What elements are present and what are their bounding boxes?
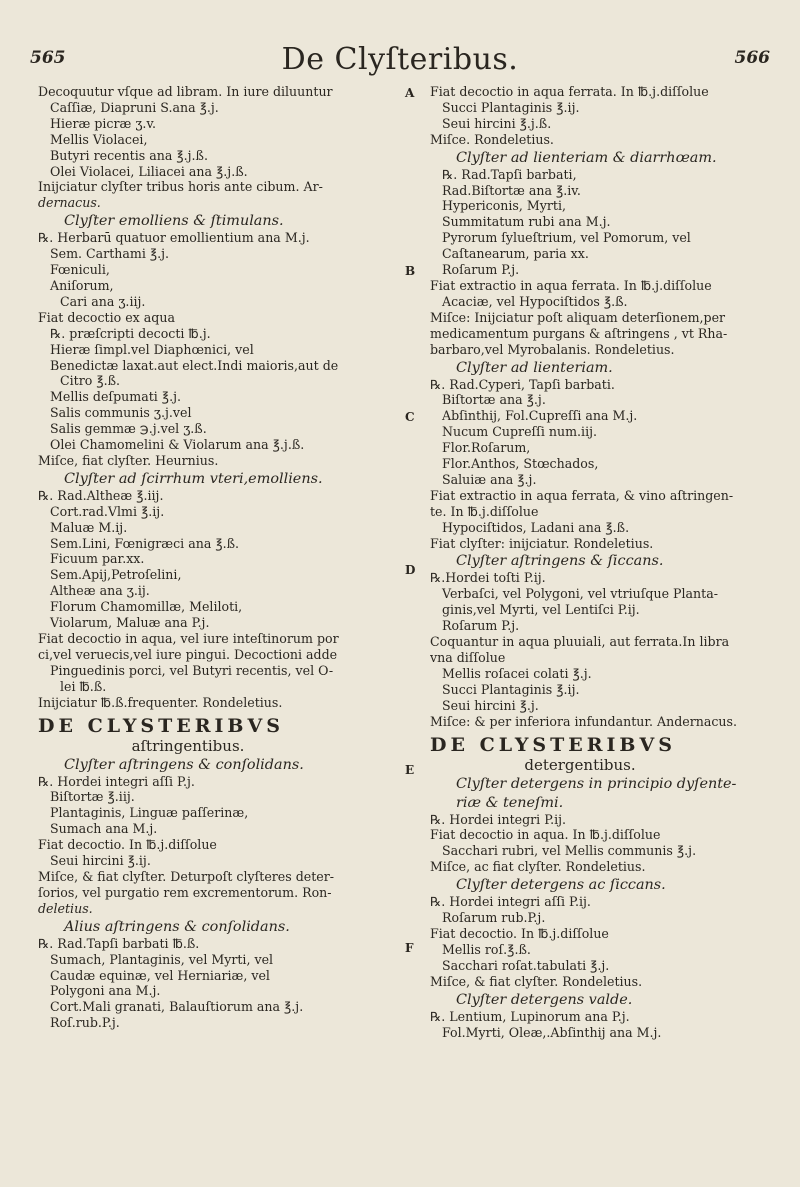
text-line: ℞. Rad.Tapſi barbati, [442,166,577,182]
text-line: Abſinthij, Fol.Cupreſſi ana M.j. [442,408,638,424]
text-line: Hypociſtidos, Ladani ana ℥.ß. [442,519,630,535]
text-line: ℞. Rad.Tapſi barbati ℔.ß. [38,935,200,951]
text-line: Seui hircini ℥.j.ß. [442,115,552,131]
text-line: Polygoni ana M.j. [50,983,161,999]
text-line: Altheæ ana ʒ.ij. [50,583,150,599]
text-line: Plantaginis, Linguæ paſſerinæ, [50,805,249,821]
text-line: Biſtortæ ana ℥.j. [442,392,546,408]
text-line: Saluiæ ana ℥.j. [442,471,537,487]
text-line: Decoquutur vſque ad libram. In iure diluuntur [38,84,333,99]
text-line: Flor.Anthos, Stœchados, [442,456,599,472]
text-line: Sacchari roſat.tabulati ℥.j. [442,957,610,973]
text-line: Citro ℥.ß. [60,373,121,389]
text-line: Sacchari rubri, vel Mellis communis ℥.j. [442,843,697,859]
text-line: Florum Chamomillæ, Meliloti, [50,599,243,615]
text-line: Fiat extractio in aqua ferrata. In ℔.j.diſſolue [430,277,712,293]
recipe-heading: riæ & teneſmi. [456,794,564,811]
text-line: Mellis roſacei colati ℥.j. [442,665,592,681]
recipe-heading: Clyſter ad lienteriam. [456,359,613,376]
right-text-column [430,84,775,1040]
text-line: barbaro,vel Myrobalanis. Rondeletius. [430,341,675,357]
text-line: Fœniculi, [50,262,110,278]
recipe-heading: Clyſter detergens ac ſiccans. [456,877,666,894]
margin-letter-d: D [405,563,416,577]
text-line: Aniſorum, [50,277,114,293]
text-line: Nucum Cupreſſi num.iij. [442,424,598,440]
text-line: ℞. præſcripti decocti ℔.j. [50,325,211,341]
recipe-heading: Alius aſtringens & conſolidans. [64,918,290,935]
text-line: Hieræ picræ ʒ.v. [50,115,157,131]
text-line: Miſce, ac fiat clyſter. Rondeletius. [430,859,646,875]
text-line: ginis,vel Myrti, vel Lentiſci P.ij. [442,602,640,618]
text-line: Sem.Apij,Petroſelini, [50,567,182,583]
text-line: Miſce. Rondeletius. [430,131,554,147]
text-line: Cort.Mali granati, Balauſtiorum ana ℥.j. [50,999,304,1015]
text-line: Sem.Lini, Fœnigræci ana ℥.ß. [50,535,240,551]
text-line: Olei Violacei, Liliacei ana ℥.j.ß. [50,163,248,179]
text-line: Succi Plantaginis ℥.ij. [442,99,580,115]
text-line: Fiat extractio in aqua ferrata, & vino aſtringen- [430,487,734,503]
text-line: ℞.Hordei toſti P.ij. [430,570,546,586]
text-line: Violarum, Maluæ ana P.j. [50,615,210,631]
left-page-number: 565 [30,48,66,68]
page-header [0,0,800,82]
margin-letter-c: C [405,410,415,424]
text-line: Ficuum par.xx. [50,551,145,567]
recipe-heading: Clyſter aſtringens & conſolidans. [64,756,304,773]
text-line: Flor.Roſarum, [442,440,531,456]
recipe-heading: Clyſter detergens valde. [456,991,633,1008]
text-line: Caſſiæ, Diapruni S.ana ℥.j. [50,99,219,115]
text-line: Olei Chamomelini & Violarum ana ℥.j.ß. [50,437,305,453]
text-line: ci,vel veruecis,vel iure pingui. Decoctioni adde [38,646,338,662]
margin-letter-a: A [405,86,415,100]
text-line: Cari ana ʒ.iij. [60,293,146,309]
text-line: Pinguedinis porci, vel Butyri recentis, vel O- [50,662,334,678]
text-line: ℞. Hordei integri aſſi P.j. [38,773,195,789]
text-line: lei ℔.ß. [60,678,107,694]
text-line: medicamentum purgans & aſtringens , vt Rha- [430,325,728,341]
recipe-heading: Clyſter ad ſcirrhum vteri,emolliens. [64,470,323,487]
text-line: Cort.rad.Vlmi ℥.ij. [50,503,165,519]
text-line: Miſce, & fiat clyſter. Deturpoſt clyſteres deter- [38,868,335,884]
text-line: Fiat decoctio in aqua ferrata. In ℔.j.diſſolue [430,84,709,99]
right-page-number: 566 [734,48,770,68]
text-line: Seui hircini ℥.ij. [50,853,151,869]
text-line: Rad.Biſtortæ ana ℥.iv. [442,182,581,198]
text-line: Salis gemmæ ℈.j.vel ʒ.ß. [50,421,207,437]
text-line: ℞. Rad.Altheæ ℥.iij. [38,487,164,503]
text-line: Mellis roſ.℥.ß. [442,941,531,957]
text-line: Caudæ equinæ, vel Herniariæ, vel [50,967,270,983]
text-line: Fiat decoctio in aqua, vel iure inteſtinorum por [38,631,339,646]
text-line: Miſce, fiat clyſter. Heurnius. [38,452,219,468]
left-text-column [38,84,388,1031]
text-line: Miſce: Inijciatur poſt aliquam deterſionem,per [430,309,726,325]
recipe-heading: Clyſter aſtringens & ſiccans. [456,553,664,570]
text-line: Sumach, Plantaginis, vel Myrti, vel [50,951,274,967]
text-line: Acaciæ, vel Hypociſtidos ℥.ß. [442,293,628,309]
text-line: Mellis deſpumati ℥.j. [50,389,181,405]
text-line: ℞. Rad.Cyperi, Tapſi barbati. [430,376,615,392]
text-line: Mellis Violacei, [50,131,148,147]
text-line: Miſce: & per inferiora infundantur. Andernacus. [430,713,738,729]
text-line: Fiat clyſter: inijciatur. Rondeletius. [430,535,654,551]
section-heading: DE CLYSTERIBVS [430,733,676,756]
text-line: Fiat decoctio in aqua. In ℔.j.diſſolue [430,827,661,843]
text-line: Sumach ana M.j. [50,821,158,837]
running-title: De Clyſteribus. [281,42,519,77]
text-line: Roſarum rub.P.j. [442,910,546,926]
text-line: dernacus. [38,195,101,211]
text-line: Butyri recentis ana ℥.j.ß. [50,147,208,163]
text-line: ℞. Lentium, Lupinorum ana P.j. [430,1008,630,1024]
recipe-heading: Clyſter ad lienteriam & diarrhœam. [456,149,717,166]
text-line: Fiat decoctio ex aqua [38,309,175,325]
text-line: Fiat decoctio. In ℔.j.diſſolue [430,925,609,941]
recipe-heading: Clyſter detergens in principio dyſente- [456,775,737,792]
text-line: Sem. Carthami ℥.j. [50,246,170,262]
text-line: Roſarum P.j. [442,262,520,278]
margin-letter-b: B [405,264,416,278]
text-line: Succi Plantaginis ℥.ij. [442,681,580,697]
section-subheading: aſtringentibus. [131,736,245,755]
text-line: Hieræ ſimpl.vel Diaphœnici, vel [50,341,254,357]
text-line: Verbaſci, vel Polygoni, vel vtriuſque Planta- [442,586,718,602]
text-line: deletius. [38,900,93,916]
text-line: Pyrorum ſylueſtrium, vel Pomorum, vel [442,230,691,246]
text-line: Miſce, & fiat clyſter. Rondeletius. [430,973,643,989]
text-line: ℞. Hordei integri P.ij. [430,811,567,827]
text-line: Biſtortæ ℥.iij. [50,789,135,805]
text-line: ſorios, vel purgatio rem excrementorum. Ron- [38,884,332,900]
margin-letter-f: F [405,941,414,955]
text-line: Inijciatur ℔.ß.frequenter. Rondeletius. [38,694,283,710]
section-heading: DE CLYSTERIBVS [38,714,284,737]
margin-letter-e: E [405,763,415,777]
text-line: Seui hircini ℥.j. [442,697,539,713]
text-line: Fol.Myrti, Oleæ,.Abſinthij ana M.j. [442,1024,662,1040]
section-subheading: detergentibus. [524,755,636,774]
text-line: Roſ.rub.P.j. [50,1015,120,1031]
text-line: vna diſſolue [430,650,506,665]
text-line: Roſarum P.j. [442,618,520,634]
text-line: Benedictæ laxat.aut elect.Indi maioris,aut de [50,357,339,373]
text-line: Inijciatur clyſter tribus horis ante cibum. Ar- [38,179,323,195]
text-line: ℞. Hordei integri aſſi P.ij. [430,894,591,910]
text-line: Salis communis ʒ.j.vel [50,405,192,421]
recipe-heading: Clyſter emolliens & ſtimulans. [64,213,284,230]
text-line: Summitatum rubi ana M.j. [442,214,611,230]
text-line: Hypericonis, Myrti, [442,198,567,214]
text-line: Caſtanearum, paria xx. [442,246,589,262]
text-line: Fiat decoctio. In ℔.j.diſſolue [38,837,217,853]
text-line: Coquantur in aqua pluuiali, aut ferrata.In libra [430,634,730,650]
text-line: ℞. Herbarū quatuor emollientium ana M.j. [38,230,310,246]
text-line: Maluæ M.ij. [50,519,128,535]
text-line: te. In ℔.j.diſſolue [430,503,539,519]
